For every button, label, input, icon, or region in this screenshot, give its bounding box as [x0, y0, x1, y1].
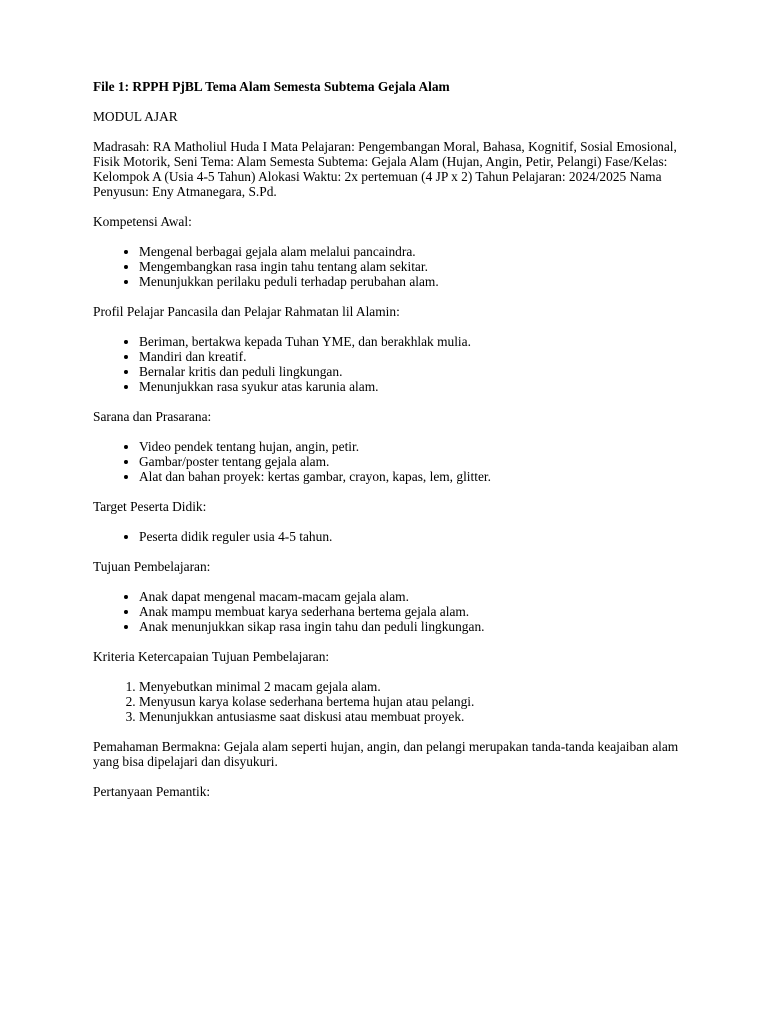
list-item: • Anak dapat mengenal macam-macam gejala alam.	[139, 589, 693, 604]
list-kompetensi-awal	[93, 244, 693, 289]
section-heading-tujuan-pembelajaran: Tujuan Pembelajaran:	[93, 559, 211, 574]
list-item: 1. Menyebutkan minimal 2 macam gejala alam.	[139, 679, 693, 694]
list-profil-pelajar	[93, 334, 693, 394]
list-item: • Video pendek tentang hujan, angin, petir.	[139, 439, 693, 454]
list-item: • Alat dan bahan proyek: kertas gambar, crayon, kapas, lem, glitter.	[139, 469, 693, 484]
section-heading-kriteria-ketercapaian: Kriteria Ketercapaian Tujuan Pembelajaran:	[93, 649, 330, 664]
list-item: • Menunjukkan perilaku peduli terhadap perubahan alam.	[139, 274, 693, 289]
list-item: • Mandiri dan kreatif.	[139, 349, 693, 364]
pemahaman-bermakna-paragraph: Pemahaman Bermakna: Gejala alam seperti hujan, angin, dan pelangi merupakan tanda-tanda keajaiban alam yang bisa dipelajari dan disyukuri.	[93, 739, 679, 769]
list-item: • Mengembangkan rasa ingin tahu tentang alam sekitar.	[139, 259, 693, 274]
section-heading-kompetensi-awal: Kompetensi Awal:	[93, 214, 192, 229]
list-item: • Beriman, bertakwa kepada Tuhan YME, dan berakhlak mulia.	[139, 334, 693, 349]
list-item: • Anak menunjukkan sikap rasa ingin tahu dan peduli lingkungan.	[139, 619, 693, 634]
list-item: • Bernalar kritis dan peduli lingkungan.	[139, 364, 693, 379]
list-item: 3. Menunjukkan antusiasme saat diskusi atau membuat proyek.	[139, 709, 693, 724]
list-tujuan-pembelajaran	[93, 589, 693, 634]
list-item: • Peserta didik reguler usia 4-5 tahun.	[139, 529, 693, 544]
list-target-peserta	[93, 529, 693, 544]
list-sarana-prasarana	[93, 439, 693, 484]
list-item: • Menunjukkan rasa syukur atas karunia alam.	[139, 379, 693, 394]
list-item: • Anak mampu membuat karya sederhana bertema gejala alam.	[139, 604, 693, 619]
list-kriteria-ketercapaian	[93, 679, 693, 724]
section-heading-sarana-prasarana: Sarana dan Prasarana:	[93, 409, 212, 424]
section-heading-profil-pelajar: Profil Pelajar Pancasila dan Pelajar Rahmatan lil Alamin:	[93, 304, 400, 319]
document-title: File 1: RPPH PjBL Tema Alam Semesta Subtema Gejala Alam	[93, 79, 450, 94]
document-page	[93, 79, 693, 814]
list-item: • Mengenal berbagai gejala alam melalui pancaindra.	[139, 244, 693, 259]
section-heading-target-peserta: Target Peserta Didik:	[93, 499, 207, 514]
module-heading: MODUL AJAR	[93, 109, 178, 124]
module-info-paragraph: Madrasah: RA Matholiul Huda I Mata Pelajaran: Pengembangan Moral, Bahasa, Kognitif, Sosial Emosional, Fisik Motorik, Seni Tema: Alam Semesta Subtema: Gejala Alam (Hujan, Angin, Petir, Pelangi) Fase/Kelas: Kelompok A (Usia 4-5 Tahun) Alokasi Waktu: 2x pertemuan (4 JP x 2) Tahun Pelajaran: 2024/2025 Nama Penyusun: Eny Atmanegara, S.Pd.	[93, 139, 677, 199]
list-item: • Gambar/poster tentang gejala alam.	[139, 454, 693, 469]
list-item: 2. Menyusun karya kolase sederhana bertema hujan atau pelangi.	[139, 694, 693, 709]
section-heading-pertanyaan-pemantik: Pertanyaan Pemantik:	[93, 784, 211, 799]
